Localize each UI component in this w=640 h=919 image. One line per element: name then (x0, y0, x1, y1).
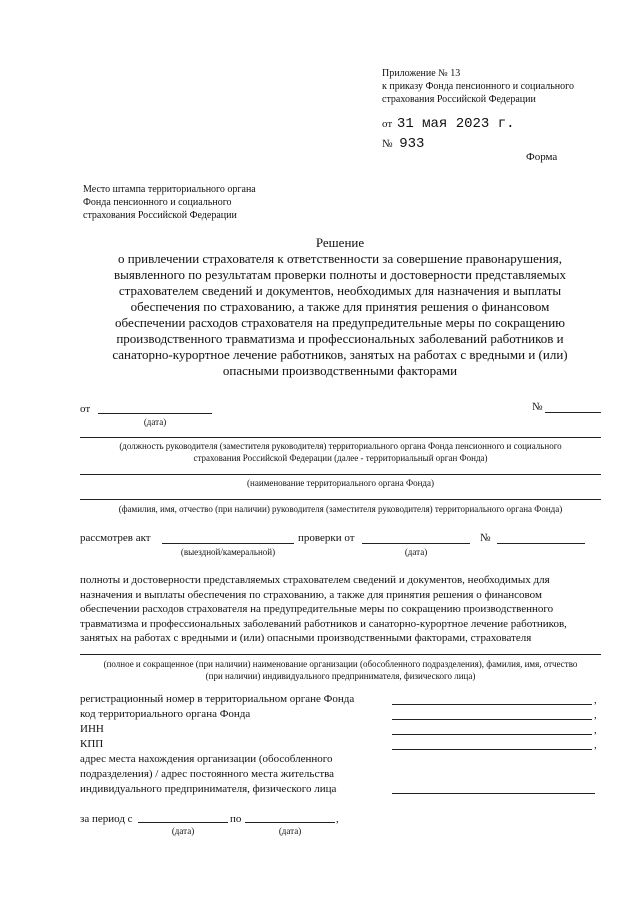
order-line-1: к приказу Фонда пенсионного и социального (382, 81, 574, 92)
paragraph-line: обеспечении расходов страхователя на предупредительные меры по сокращению производственного (80, 603, 554, 616)
title-heading: Решение (315, 235, 365, 250)
act-type-field[interactable] (162, 543, 294, 544)
title-line: опасными производственными факторами (222, 363, 458, 378)
check-date-caption: (дата) (404, 547, 428, 557)
kpp-label: КПП (80, 738, 104, 750)
period-to-caption: (дата) (278, 826, 302, 836)
period-from-field[interactable] (138, 822, 228, 823)
comma: , (594, 724, 597, 736)
title-line: производственного травматизма и профессиональных заболеваний работников и (116, 331, 564, 346)
address-label-2: подразделения) / адрес постоянного места жительства (80, 768, 335, 780)
appendix-number: Приложение № 13 (382, 68, 461, 79)
title-line: о привлечении страхователя к ответственности за совершение правонарушения, (117, 251, 563, 266)
title-line: обеспечения по страхованию, а также для принятия решения о финансовом (130, 299, 550, 314)
order-date-value: 31 мая 2023 г. (396, 116, 515, 132)
decision-from-label: от (80, 403, 91, 415)
caption-line: (должность руководителя (заместителя руководителя) территориального органа Фонда пенсионного и социального (119, 441, 562, 451)
order-date-row (382, 116, 515, 132)
address-field[interactable] (392, 793, 595, 794)
comma: , (594, 709, 597, 721)
comma: , (594, 739, 597, 751)
considered-act-label: рассмотрев акт (80, 532, 151, 544)
stamp-line-2: Фонда пенсионного и социального (83, 197, 232, 208)
stamp-line-3: страхования Российской Федерации (83, 210, 237, 221)
caption-line: страхования Российской Федерации (далее - территориальный орган Фонда) (193, 453, 488, 463)
period-to-field[interactable] (245, 822, 335, 823)
decision-number-label: № (532, 401, 543, 413)
check-from-label: проверки от (298, 532, 355, 544)
address-label-3: индивидуального предпринимателя, физического лица (80, 783, 337, 795)
title-line: санаторно-курортное лечение работников, занятых на работах с вредными и (или) (112, 347, 568, 362)
period-from-caption: (дата) (171, 826, 195, 836)
paragraph-line: назначения и выплаты обеспечения по страхованию, а также для принятия решения о финансовом (80, 588, 542, 601)
paragraph-line: травматизма и профессиональных заболеваний работников и санаторно-курортное лечение работников, (80, 617, 567, 630)
comma: , (336, 813, 339, 825)
check-date-field[interactable] (362, 543, 470, 544)
comma: , (594, 694, 597, 706)
title-line: страхователем сведений и документов, необходимых для назначения и выплаты (118, 283, 562, 298)
body-paragraph (80, 573, 601, 646)
stamp-line-1: Место штампа территориального органа (83, 184, 256, 195)
decision-date-field[interactable] (98, 413, 212, 414)
kpp-field[interactable] (392, 749, 592, 750)
act-number-field[interactable] (497, 543, 585, 544)
act-number-label: № (480, 532, 491, 544)
official-position-caption (80, 440, 601, 464)
form-label: Форма (526, 151, 558, 163)
org-name-field[interactable] (80, 474, 601, 475)
office-code-field[interactable] (392, 719, 592, 720)
address-label-1: адрес места нахождения организации (обособленного (80, 753, 333, 765)
insurer-name-caption (80, 658, 601, 682)
caption-line: (полное и сокращенное (при наличии) наименование организации (обособленного подразделения), фамилия, имя, отчество (103, 659, 578, 669)
inn-field[interactable] (392, 734, 592, 735)
decision-number-field[interactable] (545, 412, 601, 413)
period-to-label: по (230, 813, 242, 825)
office-code-label: код территориального органа Фонда (80, 708, 251, 720)
order-number-value: 933 (399, 136, 425, 152)
official-fio-caption: (фамилия, имя, отчество (при наличии) руководителя (заместителя руководителя) территориального органа Фонда) (118, 504, 563, 514)
paragraph-line: полноты и достоверности представляемых страхователем сведений и документов, необходимых для (80, 574, 550, 586)
insurer-name-field[interactable] (80, 654, 601, 655)
title-line: обеспечении расходов страхователя на предупредительные меры по сокращению (115, 315, 565, 330)
official-fio-field[interactable] (80, 499, 601, 500)
order-number-prefix: № (382, 138, 393, 150)
reg-number-label: регистрационный номер в территориальном органе Фонда (80, 693, 355, 705)
caption-line: (при наличии) индивидуального предпринимателя, физического лица) (205, 671, 476, 681)
title-line: выявленного по результатам проверки полноты и достоверности представляемых (114, 267, 566, 282)
order-number-row (382, 136, 424, 152)
period-from-label: за период с (80, 813, 133, 825)
appendix-block (382, 67, 622, 106)
decision-date-caption: (дата) (143, 417, 167, 427)
insurer-fields-labels (80, 692, 390, 797)
org-name-caption: (наименование территориального органа Фонда) (247, 478, 434, 488)
reg-number-field[interactable] (392, 704, 592, 705)
document-title (60, 235, 620, 379)
official-position-field[interactable] (80, 437, 601, 438)
stamp-block (83, 183, 303, 222)
act-type-caption: (выездной/камеральной) (180, 547, 276, 557)
inn-label: ИНН (80, 723, 104, 735)
order-date-prefix: от (382, 118, 393, 130)
order-line-2: страхования Российской Федерации (382, 94, 536, 105)
paragraph-line: занятых на работах с вредными и (или) опасными производственными факторами, страхователя (80, 632, 532, 645)
